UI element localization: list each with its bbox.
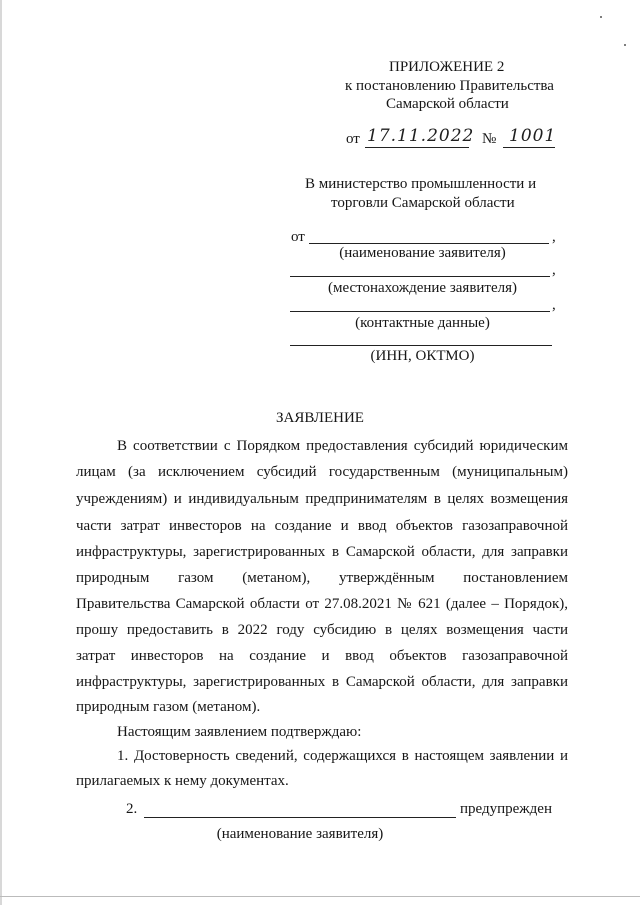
applicant-contacts-line [290,311,550,312]
scan-speck [600,16,602,18]
item-2-tail: предупрежден [460,801,552,817]
appendix-line-1: к постановлению Правительства [345,78,554,94]
paragraph-line: Правительства Самарской области от 27.08.2021 № 621 (далее – Порядок), [76,596,568,612]
applicant-inn-caption: (ИНН, ОКТМО) [370,348,475,364]
paragraph-line: инфраструктуры, зарегистрированных в Самарской области, для заправки [76,674,568,690]
applicant-location-caption: (местонахождение заявителя) [327,280,518,296]
item-1-line-1: 1. Достоверность сведений, содержащихся в настоящем заявлении и [117,748,568,764]
statement-title: ЗАЯВЛЕНИЕ [276,410,364,426]
scan-edge-left [0,0,2,905]
paragraph-line: В соответствии с Порядком предоставления субсидий юридическим [117,438,568,454]
scan-speck [624,44,626,46]
number-underline [503,147,555,148]
item-2-applicant-line [144,817,456,818]
applicant-contacts-caption: (контактные данные) [355,315,490,331]
paragraph-line: учреждениям) и индивидуальным предпринимателям в целях возмещения [76,491,568,507]
comma: , [552,229,556,245]
comma: , [552,297,556,313]
applicant-inn-line [290,345,552,346]
date-prefix: от [346,131,360,147]
date-handwritten: 17.11.2022 [367,126,475,146]
scan-edge-bottom [0,896,640,897]
confirm-intro: Настоящим заявлением подтверждаю: [117,724,362,740]
comma: , [552,262,556,278]
appendix-title: ПРИЛОЖЕНИЕ 2 [389,59,505,75]
paragraph-line: затрат инвесторов на создание и ввод объектов газозаправочной [76,648,568,664]
paragraph-line: инфраструктуры, зарегистрированных в Самарской области, для заправки [76,544,568,560]
paragraph-line: природным газом (метаном), утверждённым постановлением [76,570,568,586]
addressee-line-1: В министерство промышленности и [305,176,537,192]
paragraph-line-last: природным газом (метаном). [76,699,261,715]
number-handwritten: 1001 [509,126,557,146]
applicant-location-line [290,276,550,277]
number-prefix: № [482,131,497,147]
paragraph-line: части затрат инвесторов на создание и ввод объектов газозаправочной [76,518,568,534]
paragraph-line: прошу предоставить в 2022 году субсидию в целях возмещения части [76,622,568,638]
date-underline [365,147,469,148]
item-2-number: 2. [126,801,138,817]
from-label: от [291,229,305,245]
item-1-line-2: прилагаемых к нему документах. [76,773,289,789]
applicant-name-caption: (наименование заявителя) [339,245,506,261]
appendix-line-2: Самарской области [386,96,509,112]
addressee-line-2: торговли Самарской области [331,195,515,211]
paragraph-line: лицам (за исключением субсидий государственным (муниципальным) [76,464,568,480]
applicant-name-line [309,243,549,244]
item-2-caption: (наименование заявителя) [216,826,384,842]
